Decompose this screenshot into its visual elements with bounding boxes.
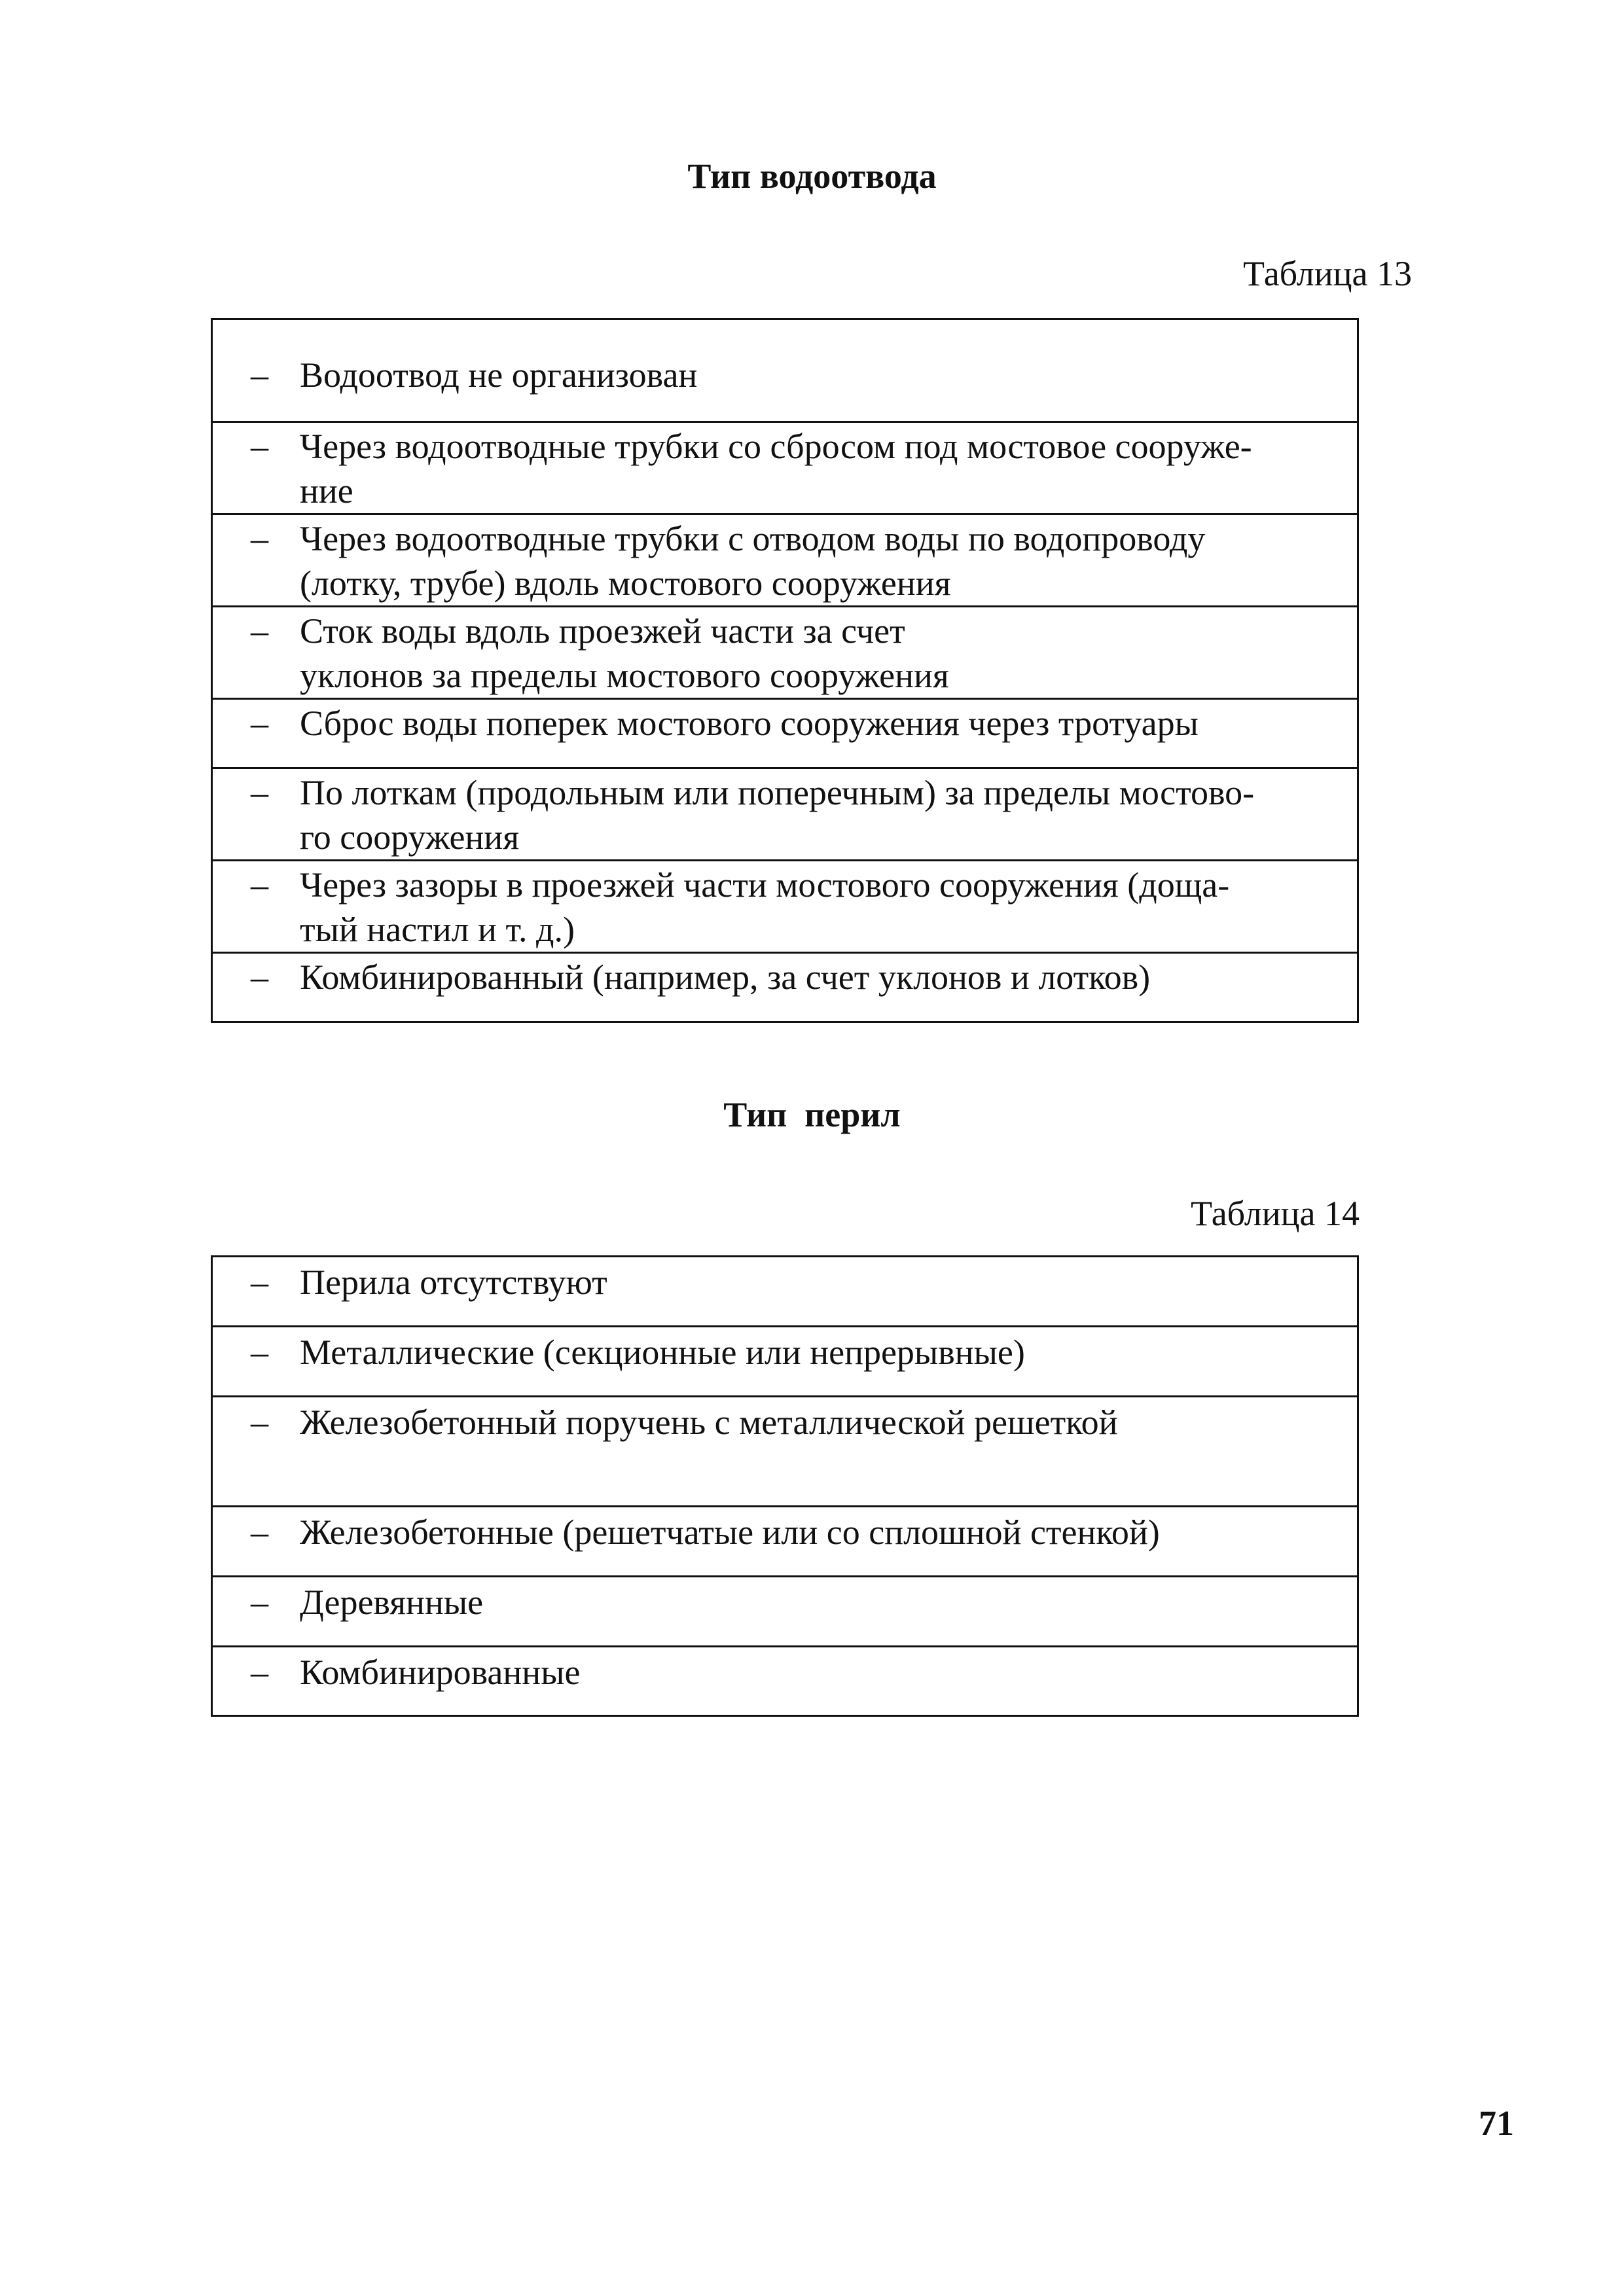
row-text: Сток воды вдоль проезжей части за счет уклонов за пределы мостового сооружения bbox=[300, 611, 949, 695]
table-row bbox=[213, 954, 1357, 1021]
table14-label: Таблица 14 bbox=[1191, 1194, 1360, 1233]
table-row bbox=[213, 1577, 1357, 1647]
page-number: 71 bbox=[1479, 2104, 1514, 2143]
dash-marker: – bbox=[251, 355, 268, 395]
table-row bbox=[213, 1327, 1357, 1397]
table-row bbox=[213, 320, 1357, 423]
row-text: Комбинированный (например, за счет уклонов и лотков) bbox=[300, 958, 1151, 997]
row-text: Перила отсутствуют bbox=[300, 1263, 607, 1302]
row-text: Через зазоры в проезжей части мостового сооружения (доща- тый настил и т. д.) bbox=[300, 865, 1230, 949]
dash-marker: – bbox=[251, 611, 268, 651]
table-row bbox=[213, 769, 1357, 861]
table13 bbox=[211, 318, 1359, 1023]
table14 bbox=[211, 1255, 1359, 1717]
row-text: Через водоотводные трубки со сбросом под мостовое сооруже- ние bbox=[300, 427, 1252, 511]
dash-marker: – bbox=[251, 1403, 268, 1442]
row-text: По лоткам (продольным или поперечным) за пределы мостово- го сооружения bbox=[300, 773, 1255, 857]
table-row bbox=[213, 423, 1357, 515]
table-row bbox=[213, 1507, 1357, 1577]
row-text: Железобетонный поручень с металлической решеткой bbox=[300, 1403, 1118, 1442]
row-text: Через водоотводные трубки с отводом воды по водопроводу (лотку, трубе) вдоль мостового сооружения bbox=[300, 519, 1206, 603]
row-text: Железобетонные (решетчатые или со сплошной стенкой) bbox=[300, 1513, 1160, 1552]
dash-marker: – bbox=[251, 1333, 268, 1372]
table-row bbox=[213, 515, 1357, 607]
dash-marker: – bbox=[251, 958, 268, 997]
dash-marker: – bbox=[251, 1653, 268, 1692]
row-text: Сброс воды поперек мостового сооружения через тротуары bbox=[300, 704, 1199, 743]
table13-heading: Тип водоотвода bbox=[687, 156, 937, 196]
dash-marker: – bbox=[251, 704, 268, 743]
dash-marker: – bbox=[251, 865, 268, 905]
table-row bbox=[213, 607, 1357, 700]
row-text: Комбинированные bbox=[300, 1653, 581, 1692]
row-text: Металлические (секционные или непрерывные) bbox=[300, 1333, 1025, 1372]
table-row bbox=[213, 1257, 1357, 1327]
dash-marker: – bbox=[251, 519, 268, 558]
table-row bbox=[213, 700, 1357, 769]
table-row bbox=[213, 861, 1357, 954]
table-row bbox=[213, 1397, 1357, 1507]
table13-label: Таблица 13 bbox=[1243, 254, 1412, 293]
table14-heading: Тип перил bbox=[723, 1095, 901, 1134]
dash-marker: – bbox=[251, 1513, 268, 1552]
row-text: Водоотвод не организован bbox=[300, 355, 698, 395]
dash-marker: – bbox=[251, 1263, 268, 1302]
dash-marker: – bbox=[251, 1583, 268, 1622]
dash-marker: – bbox=[251, 773, 268, 812]
table-row bbox=[213, 1647, 1357, 1715]
dash-marker: – bbox=[251, 427, 268, 466]
row-text: Деревянные bbox=[300, 1583, 484, 1622]
